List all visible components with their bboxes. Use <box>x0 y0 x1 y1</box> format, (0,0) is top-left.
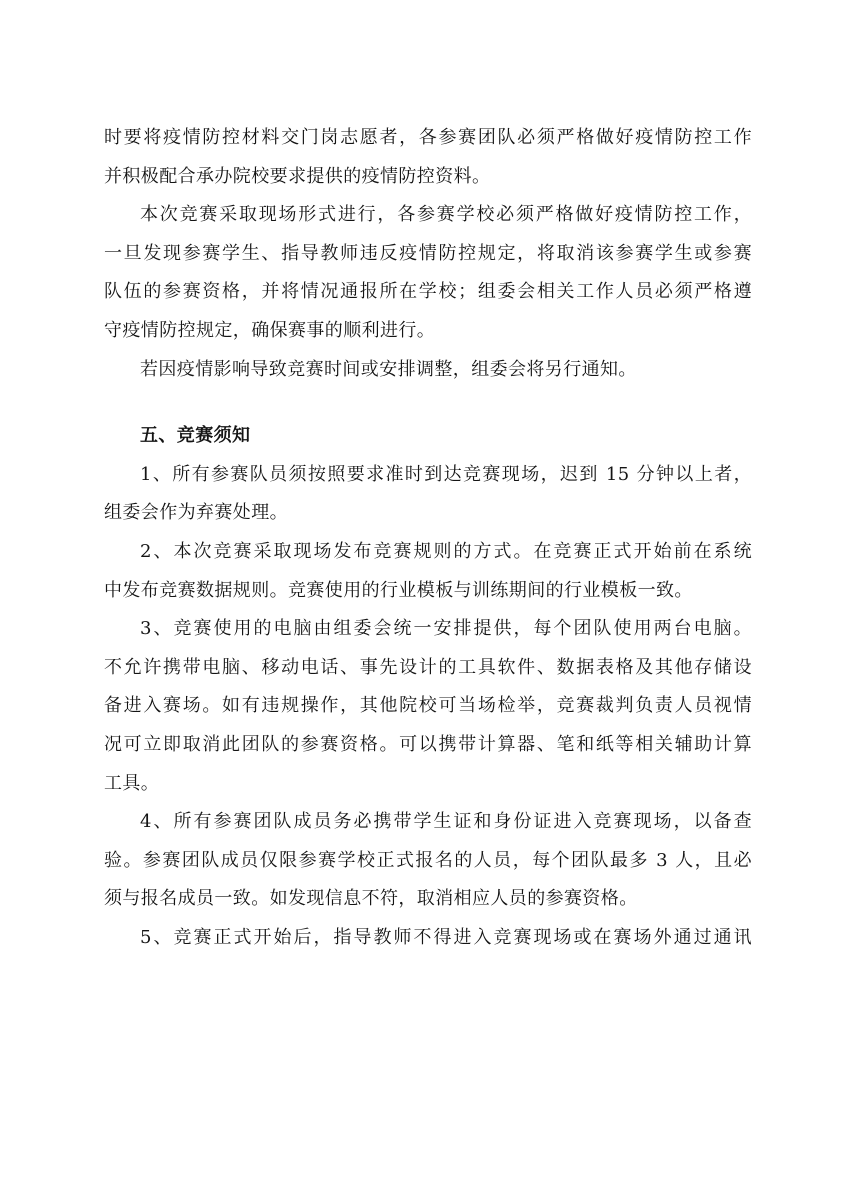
text-line: 2、本次竞赛采取现场发布竞赛规则的方式。在竞赛正式开始前在系统 <box>140 540 752 562</box>
paragraph-schedule-adjustment <box>104 351 752 390</box>
list-item-1 <box>104 456 752 533</box>
text-line: 时要将疫情防控材料交门岗志愿者，各参赛团队必须严格做好疫情防控工作 <box>104 127 752 148</box>
text-line: 本次竞赛采取现场形式进行，各参赛学校必须严格做好疫情防控工作， <box>140 204 752 226</box>
text-line: 1、所有参赛队员须按照要求准时到达竞赛现场，迟到 15 分钟以上者， <box>140 463 752 485</box>
list-item-5 <box>104 919 752 958</box>
list-item-4 <box>104 803 752 919</box>
text-line: 并积极配合承办院校要求提供的疫情防控资料。 <box>104 165 491 187</box>
text-line: 若因疫情影响导致竞赛时间或安排调整，组委会将另行通知。 <box>140 358 637 380</box>
text-line: 不允许携带电脑、移动电话、事先设计的工具软件、数据表格及其他存储设 <box>104 656 752 678</box>
text-line: 守疫情防控规定，确保赛事的顺利进行。 <box>104 319 436 341</box>
list-item-3 <box>104 610 752 803</box>
paragraph-epidemic-materials <box>104 119 752 196</box>
text-line: 5、竞赛正式开始后，指导教师不得进入竞赛现场或在赛场外通过通讯 <box>140 926 752 948</box>
paragraph-onsite-format <box>104 196 752 350</box>
text-line: 工具。 <box>104 772 160 794</box>
text-line: 验。参赛团队成员仅限参赛学校正式报名的人员，每个团队最多 3 人，且必 <box>104 849 752 871</box>
text-line: 一旦发现参赛学生、指导教师违反疫情防控规定，将取消该参赛学生或参赛 <box>104 242 752 264</box>
section-gap <box>104 389 752 417</box>
text-line: 须与报名成员一致。如发现信息不符，取消相应人员的参赛资格。 <box>104 888 638 910</box>
text-line: 4、所有参赛团队成员务必携带学生证和身份证进入竞赛现场，以备查 <box>140 811 752 833</box>
text-line: 备进入赛场。如有违规操作，其他院校可当场检举，竞赛裁判负责人员视情 <box>104 695 752 717</box>
list-item-2 <box>104 533 752 610</box>
text-line: 况可立即取消此团队的参赛资格。可以携带计算器、笔和纸等相关辅助计算 <box>104 733 752 755</box>
section-heading: 五、竞赛须知 <box>140 425 251 447</box>
text-line: 3、竞赛使用的电脑由组委会统一安排提供，每个团队使用两台电脑。 <box>140 618 752 640</box>
text-line: 组委会作为弃赛处理。 <box>104 502 288 524</box>
document-body <box>104 119 752 957</box>
text-line: 队伍的参赛资格，并将情况通报所在学校；组委会相关工作人员必须严格遵 <box>104 281 752 303</box>
text-line: 中发布竞赛数据规则。竞赛使用的行业模板与训练期间的行业模板一致。 <box>104 579 693 601</box>
